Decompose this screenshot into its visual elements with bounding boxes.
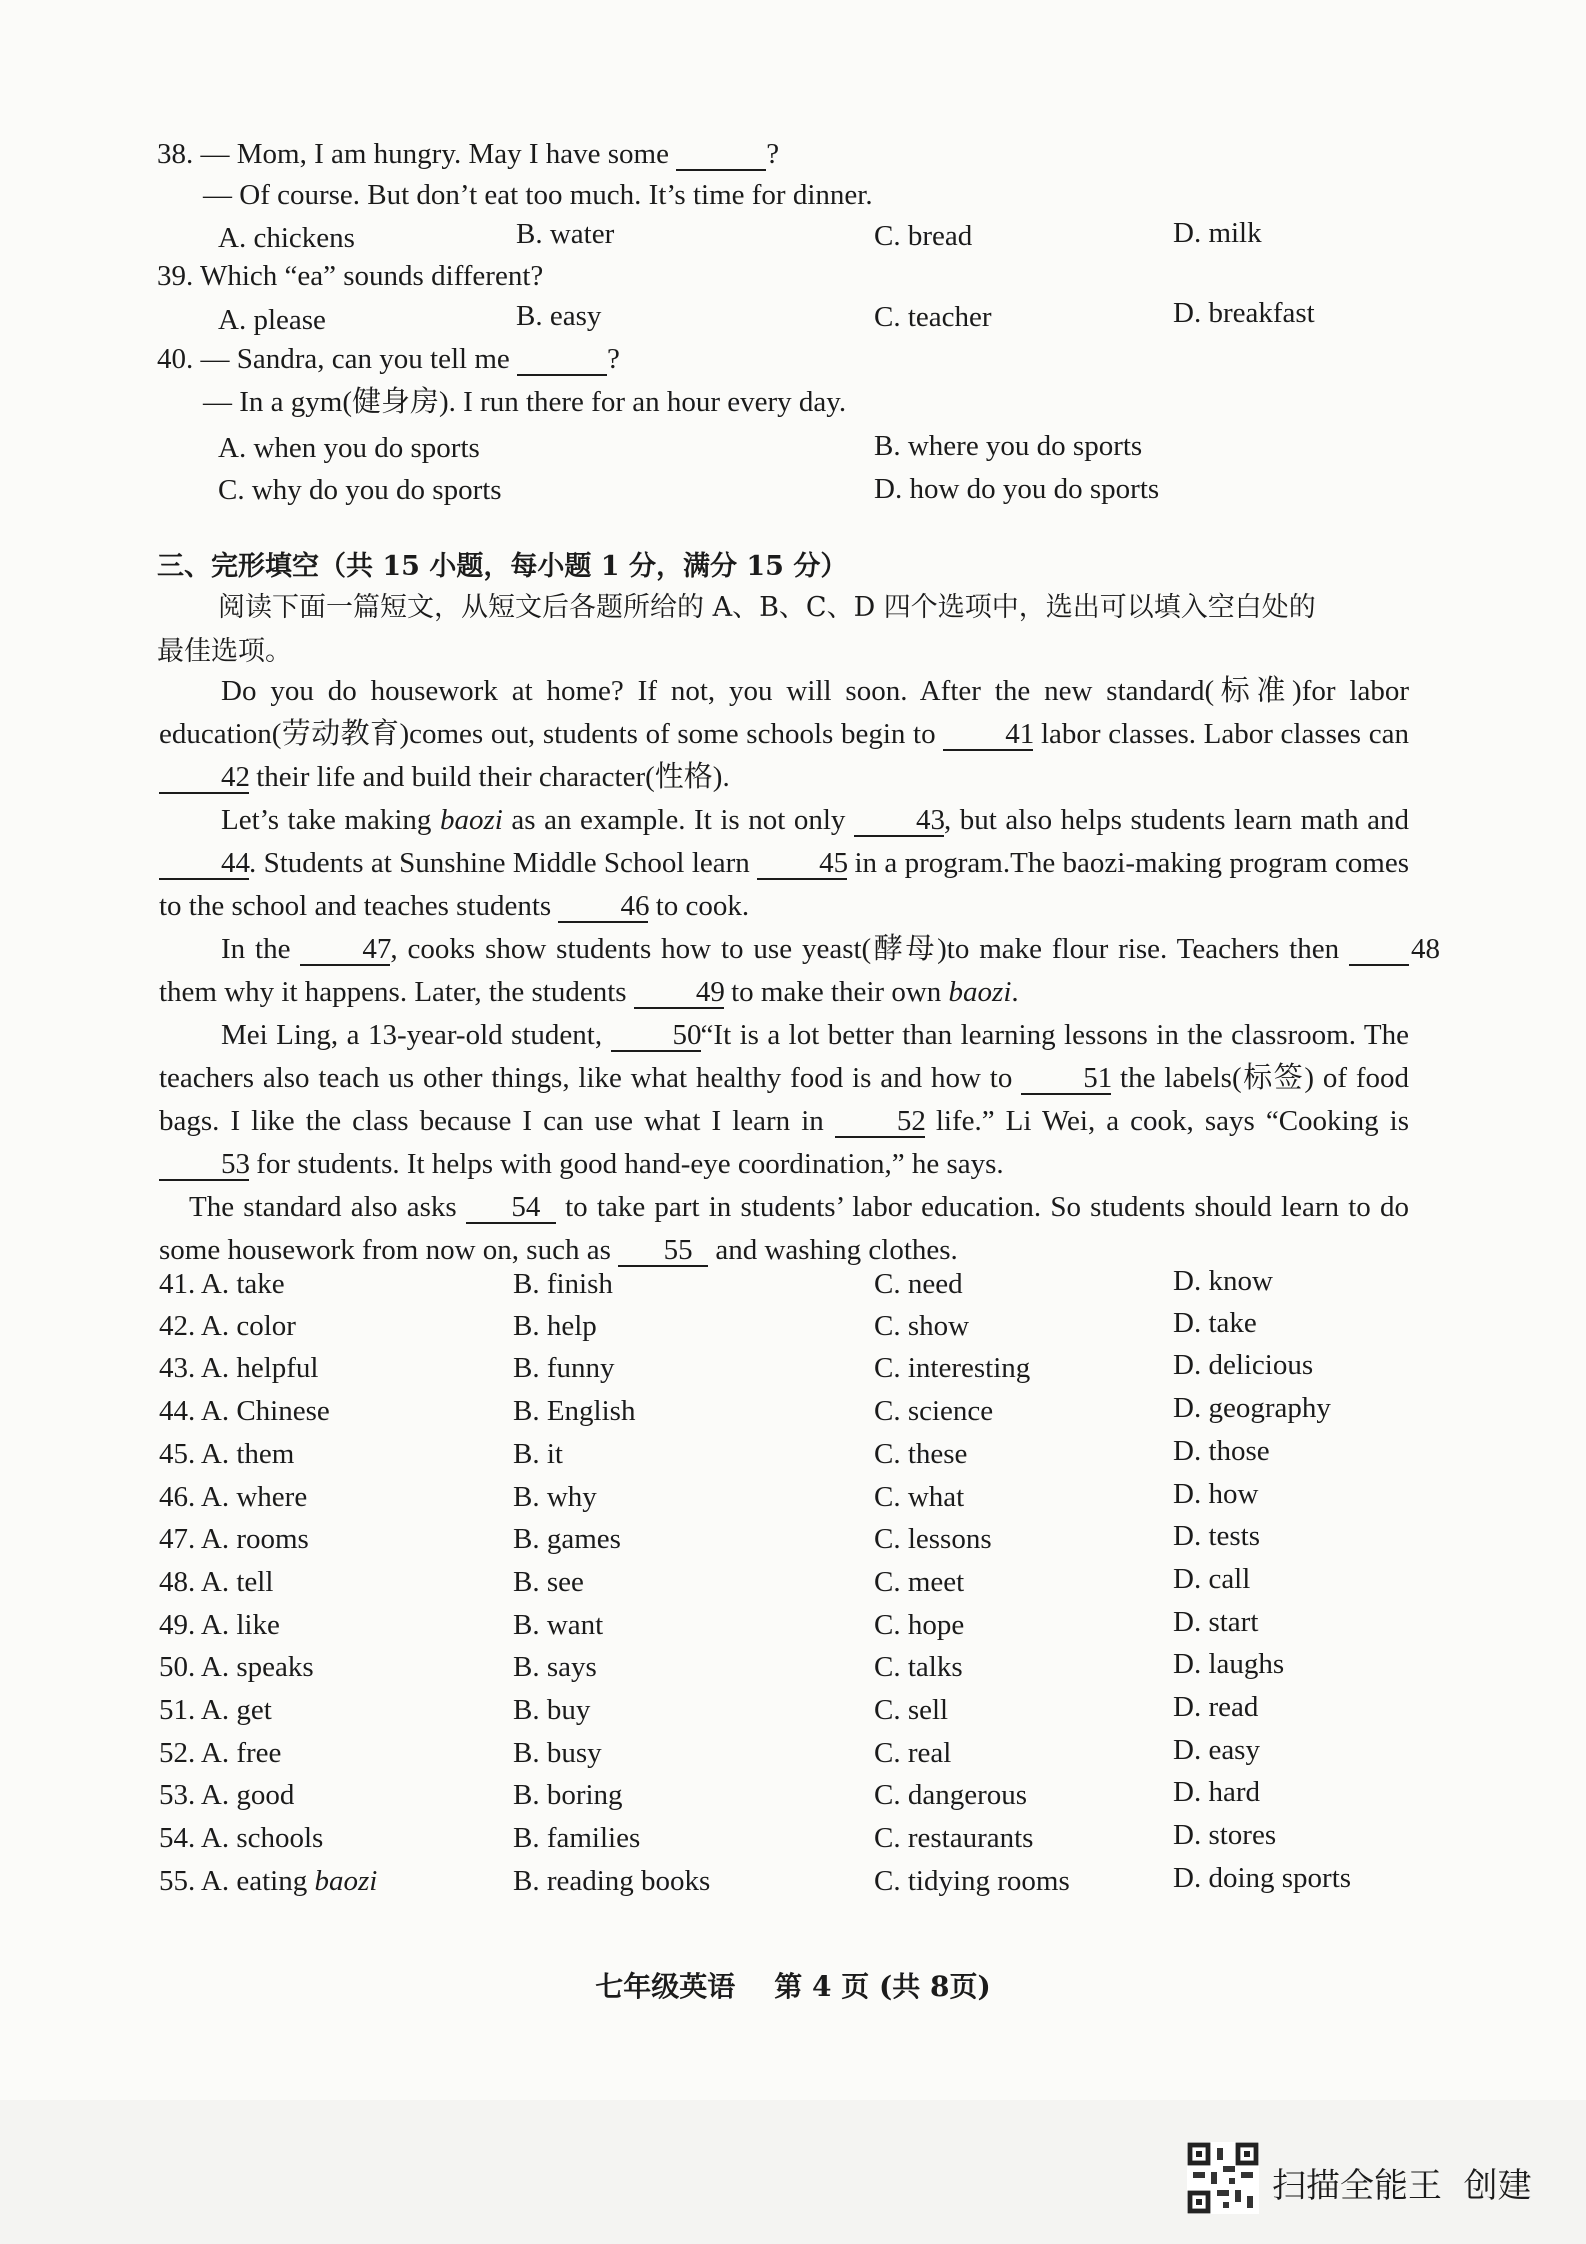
option-48-a: 48. A. tell — [159, 1566, 274, 1598]
option-47-a: 47. A. rooms — [159, 1523, 309, 1555]
blank-52: 52 — [835, 1106, 925, 1138]
qr-code-icon — [1187, 2142, 1259, 2214]
q39-option-a: A. please — [218, 304, 326, 336]
blank-45: 45 — [757, 848, 847, 880]
option-54-b: B. families — [513, 1822, 641, 1854]
option-55-a-italic: baozi — [314, 1865, 378, 1897]
blank-53: 53 — [159, 1149, 249, 1181]
passage-paragraph-4: Mei Ling, a 13-year-old student, 50“It is a lot better than learning lessons in the classroom. The teachers also teach us other things, like what healthy food is and how to 51 the labels(标签) of food bags. I like the class because I can use what I learn in 52 life.” Li Wei, a cook, says “Cooking is 53 for students. It helps with good hand-eye coordination,” he says. — [159, 1019, 1410, 1180]
option-47-d: D. tests — [1173, 1520, 1260, 1552]
option-48-c: C. meet — [874, 1566, 965, 1598]
option-49-b: B. want — [513, 1609, 604, 1641]
option-51-a: 51. A. get — [159, 1694, 272, 1726]
option-54-d: D. stores — [1173, 1819, 1277, 1851]
option-49-d: D. start — [1173, 1606, 1259, 1638]
section-instruction-1: 阅读下面一篇短文，从短文后各题所给的 A、B、C、D 四个选项中，选出可以填入空白处的 — [218, 592, 1316, 623]
option-47-b: B. games — [513, 1523, 621, 1555]
option-44-a: 44. A. Chinese — [159, 1395, 330, 1427]
passage-paragraph-3: In the 47, cooks show students how to use yeast(酵母)to make flour rise. Teachers then 48 them why it happens. Later, the students 49 to make their own baozi. — [159, 933, 1440, 1008]
q38-option-b: B. water — [516, 218, 615, 250]
option-53-b: B. boring — [513, 1779, 623, 1811]
option-41-b: B. finish — [513, 1268, 613, 1300]
option-55-d: D. doing sports — [1173, 1862, 1352, 1894]
option-46-d: D. how — [1173, 1478, 1259, 1510]
q40-stem: 40. — Sandra, can you tell me ? — [157, 343, 620, 375]
option-51-b: B. buy — [513, 1694, 591, 1726]
q38-blank — [676, 139, 766, 171]
option-48-b: B. see — [513, 1566, 584, 1598]
option-44-b: B. English — [513, 1395, 636, 1427]
option-50-c: C. talks — [874, 1651, 963, 1683]
page-footer: 七年级英语 第 4 页 (共 8页) — [595, 1970, 991, 2003]
option-49-c: C. hope — [874, 1609, 965, 1641]
q38-option-c: C. bread — [874, 220, 973, 252]
option-48-d: D. call — [1173, 1563, 1251, 1595]
section-title: 三、完形填空（共 15 小题，每小题 1 分，满分 15 分） — [157, 551, 848, 582]
q40-reply: — In a gym(健身房). I run there for an hour every day. — [203, 386, 847, 418]
q38-option-d: D. milk — [1173, 217, 1262, 249]
blank-46: 46 — [558, 891, 648, 923]
option-53-d: D. hard — [1173, 1776, 1260, 1808]
passage-paragraph-5: The standard also asks 54 to take part in students’ labor education. So students should learn to do some housework from now on, such as 55 and washing clothes. — [159, 1191, 1409, 1266]
option-54-a: 54. A. schools — [159, 1822, 324, 1854]
q38-option-a: A. chickens — [218, 222, 355, 254]
option-52-d: D. easy — [1173, 1734, 1260, 1766]
passage-paragraph-1: Do you do housework at home? If not, you will soon. After the new standard(标准)for labor education(劳动教育)comes out, students of some schools begin to 41 labor classes. Labor classes can 42 their life and build their character(性格). — [159, 675, 1409, 793]
q40-blank — [517, 344, 607, 376]
blank-41: 41 — [943, 719, 1033, 751]
q39-stem: 39. Which “ea” sounds different? — [157, 260, 544, 292]
option-55-c: C. tidying rooms — [874, 1865, 1070, 1897]
option-50-d: D. laughs — [1173, 1648, 1285, 1680]
option-49-a: 49. A. like — [159, 1609, 280, 1641]
section-instruction-2: 最佳选项。 — [157, 636, 292, 667]
option-42-d: D. take — [1173, 1307, 1257, 1339]
option-53-a: 53. A. good — [159, 1779, 295, 1811]
option-51-c: C. sell — [874, 1694, 949, 1726]
option-41-a: 41. A. take — [159, 1268, 285, 1300]
option-43-d: D. delicious — [1173, 1349, 1314, 1381]
option-44-c: C. science — [874, 1395, 994, 1427]
q40-option-c: C. why do you do sports — [218, 474, 502, 506]
option-45-b: B. it — [513, 1438, 563, 1470]
q39-option-d: D. breakfast — [1173, 297, 1315, 329]
scanner-brand: 扫描全能王 创建 — [1272, 2166, 1532, 2206]
option-47-c: C. lessons — [874, 1523, 992, 1555]
q38-reply: — Of course. But don’t eat too much. It’s time for dinner. — [203, 179, 873, 211]
option-44-d: D. geography — [1173, 1392, 1331, 1424]
option-43-a: 43. A. helpful — [159, 1352, 319, 1384]
blank-48: 48 — [1349, 934, 1409, 966]
option-55-b: B. reading books — [513, 1865, 711, 1897]
blank-54: 54 — [466, 1192, 556, 1224]
option-46-a: 46. A. where — [159, 1481, 308, 1513]
option-52-b: B. busy — [513, 1737, 602, 1769]
passage-paragraph-2: Let’s take making baozi as an example. It is not only 43, but also helps students learn math and 44. Students at Sunshine Middle School learn 45 in a program.The baozi-making program comes to the school and teaches students 46 to cook. — [159, 804, 1409, 922]
q39-option-b: B. easy — [516, 300, 602, 332]
option-45-a: 45. A. them — [159, 1438, 295, 1470]
option-46-c: C. what — [874, 1481, 965, 1513]
option-43-b: B. funny — [513, 1352, 615, 1384]
q39-option-c: C. teacher — [874, 301, 992, 333]
blank-55: 55 — [618, 1235, 708, 1267]
option-42-a: 42. A. color — [159, 1310, 296, 1342]
q40-option-b: B. where you do sports — [874, 430, 1143, 462]
option-41-c: C. need — [874, 1268, 963, 1300]
option-42-c: C. show — [874, 1310, 970, 1342]
blank-44: 44 — [159, 848, 249, 880]
q40-option-a: A. when you do sports — [218, 432, 480, 464]
option-53-c: C. dangerous — [874, 1779, 1028, 1811]
blank-42: 42 — [159, 762, 249, 794]
q40-option-d: D. how do you do sports — [874, 473, 1160, 505]
blank-47: 47 — [300, 934, 390, 966]
option-50-b: B. says — [513, 1651, 597, 1683]
option-52-a: 52. A. free — [159, 1737, 282, 1769]
option-43-c: C. interesting — [874, 1352, 1031, 1384]
option-54-c: C. restaurants — [874, 1822, 1034, 1854]
option-45-d: D. those — [1173, 1435, 1270, 1467]
blank-50: 50 — [611, 1020, 701, 1052]
blank-43: 43 — [854, 805, 944, 837]
option-46-b: B. why — [513, 1481, 597, 1513]
option-45-c: C. these — [874, 1438, 968, 1470]
option-52-c: C. real — [874, 1737, 952, 1769]
q38-stem: 38. — Mom, I am hungry. May I have some ? — [157, 138, 780, 170]
option-51-d: D. read — [1173, 1691, 1259, 1723]
option-42-b: B. help — [513, 1310, 597, 1342]
option-55-a: 55. A. eating baozi — [159, 1865, 378, 1897]
blank-49: 49 — [634, 977, 724, 1009]
option-41-d: D. know — [1173, 1265, 1273, 1297]
option-50-a: 50. A. speaks — [159, 1651, 314, 1683]
blank-51: 51 — [1021, 1063, 1111, 1095]
